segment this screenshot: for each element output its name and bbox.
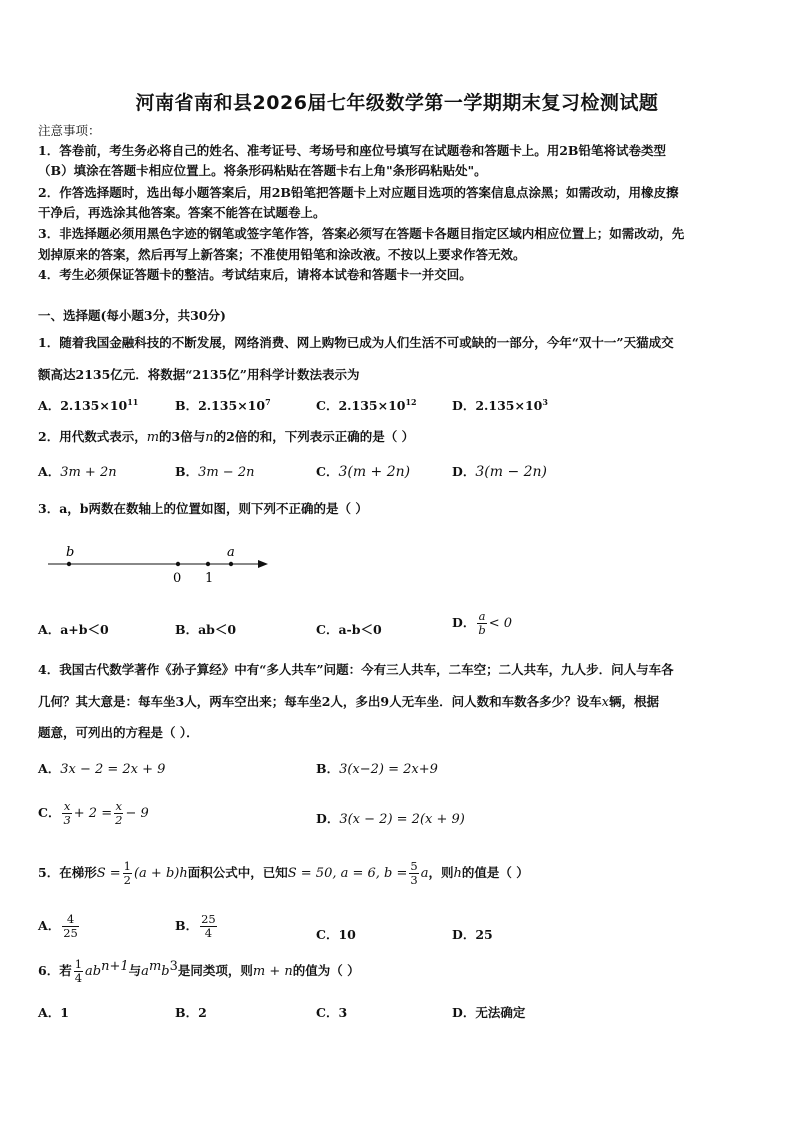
page-title: 河南省南和县2026届七年级数学第一学期期末复习检测试题 [135, 92, 659, 114]
point-1 [206, 562, 210, 566]
q2-option-c[interactable]: C．3(m + 2n) [316, 464, 411, 480]
q6-option-b[interactable]: B．2 [175, 1005, 207, 1020]
notice-line-6: 划掉原来的答案，然后再写上新答案；不准使用铅笔和涂改液。不按以上要求作答无效。 [38, 247, 526, 262]
notice-line-7: 4．考生必须保证答题卡的整洁。考试结束后，请将本试卷和答题卡一并交回。 [38, 267, 472, 282]
q5-option-c[interactable]: C．10 [316, 927, 356, 942]
label-b: b [66, 545, 75, 560]
q6-stem: 6．若 $\frac{1}{4}$ $ab^{n+1}$与$a^mb^3$是同类项，则m + n的值为（ ） [38, 957, 360, 985]
notice-line-3: 2．作答选择题时，选出每小题答案后，用2B铅笔把答题卡上对应题目选项的答案信息点涂黑；如需改动，用橡皮擦 [38, 185, 679, 200]
q2-option-b[interactable]: B．3m − 2n [175, 464, 255, 480]
label-0: 0 [173, 571, 182, 586]
q2-option-a[interactable]: A．3m + 2n [38, 464, 117, 480]
q1-option-d[interactable]: D．$2.135\times 10^3$ [452, 396, 548, 413]
q4-stem-line-3: 题意，可列出的方程是（ ）． [38, 725, 199, 740]
q3-option-d[interactable]: D． $\frac{a}{b}$ < 0 [452, 609, 513, 637]
number-line-arrow [258, 560, 268, 568]
q5-option-a[interactable]: A． $\frac{4}{25}$ [38, 912, 78, 940]
notice-line-5: 3．非选择题必须用黑色字迹的钢笔或签字笔作答，答案必须写在答题卡各题目指定区域内相应位置上；如需改动，先 [38, 226, 685, 241]
q6-option-c[interactable]: C．3 [316, 1005, 348, 1020]
q5-option-b[interactable]: B． $\frac{25}{4}$ [175, 912, 216, 940]
label-1: 1 [205, 571, 214, 586]
q4-option-b[interactable]: B．3(x−2) = 2x+9 [316, 761, 438, 777]
q1-option-c[interactable]: C．$2.135\times 10^{12}$ [316, 396, 417, 413]
q4-stem-line-2: 几何？其大意是：每车坐3人，两车空出来；每车坐2人，多出9人无车坐．问人数和车数各多少？设车x辆，根据 [38, 694, 659, 710]
q5-option-d[interactable]: D．25 [452, 927, 493, 942]
notice-line-2: （B）填涂在答题卡相应位置上。将条形码粘贴在答题卡右上角"条形码粘贴处"。 [38, 163, 487, 178]
q6-option-d[interactable]: D．无法确定 [452, 1005, 526, 1020]
label-a: a [227, 545, 235, 560]
number-line-figure [40, 540, 280, 590]
q1-option-a[interactable]: A．$2.135\times 10^{11}$ [38, 396, 139, 413]
q4-stem-line-1: 4．我国古代数学著作《孙子算经》中有“多人共车”问题：今有三人共车，二车空；二人共车，九人步．问人与车各 [38, 662, 674, 677]
q3-option-a[interactable]: A．a+b＜0 [38, 622, 109, 637]
q2-option-d[interactable]: D．3(m − 2n) [452, 464, 548, 480]
section-heading: 一、选择题(每小题3分，共30分) [38, 308, 226, 323]
q4-option-c[interactable]: C． $\frac{x}{3}$ + 2 = $\frac{x}{2}$ − 9 [38, 799, 149, 827]
q6-option-a[interactable]: A．1 [38, 1005, 69, 1020]
q4-option-a[interactable]: A．3x − 2 = 2x + 9 [38, 761, 166, 777]
q1-stem-line-1: 1．随着我国金融科技的不断发展，网络消费、网上购物已成为人们生活不可或缺的一部分，今年“双十一”天猫成交 [38, 335, 674, 350]
notice-line-1: 1．答卷前，考生务必将自己的姓名、准考证号、考场号和座位号填写在试题卷和答题卡上。用2B铅笔将试卷类型 [38, 143, 666, 158]
notice-line-4: 干净后，再选涂其他答案。答案不能答在试题卷上。 [38, 205, 326, 220]
point-a [229, 562, 233, 566]
q4-option-d[interactable]: D．3(x − 2) = 2(x + 9) [316, 811, 465, 827]
q2-stem: 2．用代数式表示，m的3倍与n的2倍的和，下列表示正确的是（ ） [38, 429, 415, 445]
q3-option-b[interactable]: B．ab＜0 [175, 622, 237, 637]
q1-option-b[interactable]: B．$2.135\times 10^7$ [175, 396, 271, 413]
point-b [67, 562, 71, 566]
q3-option-c[interactable]: C．a-b＜0 [316, 622, 382, 637]
q1-stem-line-2: 额高达2135亿元．将数据“2135亿”用科学计数法表示为 [38, 367, 360, 382]
q3-stem: 3．a，b两数在数轴上的位置如图，则下列不正确的是（ ） [38, 501, 368, 516]
q5-stem: 5．在梯形S = $\frac{1}{2}$ (a + b)h面积公式中，已知S = 50, a = 6, b = $\frac{5}{3}$ a，则h的值是（ ） [38, 859, 529, 887]
point-0 [176, 562, 180, 566]
notice-heading: 注意事项： [38, 123, 101, 138]
